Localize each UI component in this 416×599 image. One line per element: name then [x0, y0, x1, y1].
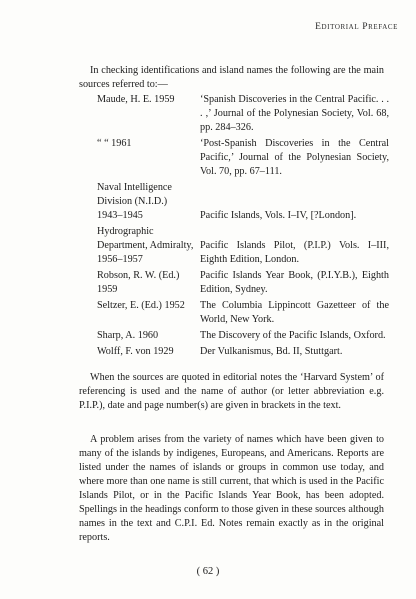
source-reference: Pacific Islands Pilot, (P.I.P.) Vols. I–III, Eighth Edition, London.	[200, 240, 389, 265]
source-entry	[97, 299, 389, 327]
source-reference: The Discovery of the Pacific Islands, Oxford.	[200, 330, 386, 341]
source-author: Seltzer, E. (Ed.) 1952	[97, 300, 185, 311]
source-author: Wolff, F. von 1929	[97, 346, 174, 357]
source-reference: ‘Spanish Discoveries in the Central Pacific. . . . ,’ Journal of the Polynesian Society, Vol. 68, pp. 284–326.	[200, 94, 389, 133]
running-head: Editorial Preface	[315, 22, 398, 32]
source-entry	[97, 137, 389, 179]
intro-paragraph: In checking identifications and island names the following are the main sources referred to:—	[79, 65, 384, 90]
source-author: “ “ 1961	[97, 138, 132, 149]
island-names-paragraph: A problem arises from the variety of names which have been given to many of the islands by indigenes, Europeans, and Americans. Reports are listed under the names of islands or groups in common use today, and where more than one name is still current, that which is used in the Pacific Islands Pilot, or in the Pacific Islands Year Book, has been adopted. Spellings in the headings conform to those given in these sources although names in the text and C.P.I. Ed. Notes remain exactly as in the original reports.	[79, 434, 384, 543]
source-reference: Der Vulkanismus, Bd. II, Stuttgart.	[200, 346, 343, 357]
source-author: Naval Intelligence Division (N.I.D.) 1943–1945	[97, 182, 172, 221]
source-entry	[97, 329, 389, 343]
source-author: Hydrographic Department, Admiralty, 1956–1957	[97, 226, 194, 265]
source-reference: The Columbia Lippincott Gazetteer of the World, New York.	[200, 300, 389, 325]
source-entry	[97, 181, 389, 223]
source-entry	[97, 345, 389, 359]
source-author: Sharp, A. 1960	[97, 330, 159, 341]
source-reference: Pacific Islands Year Book, (P.I.Y.B.), Eighth Edition, Sydney.	[200, 270, 389, 295]
source-author: Maude, H. E. 1959	[97, 94, 175, 105]
source-author: Robson, R. W. (Ed.) 1959	[97, 270, 180, 295]
source-entry	[97, 93, 389, 135]
source-reference: ‘Post-Spanish Discoveries in the Central Pacific,’ Journal of the Polynesian Society, Vol. 70, pp. 67–111.	[200, 138, 389, 177]
sources-paragraph: When the sources are quoted in editorial notes the ‘Harvard System’ of referencing is used and the name of author (or letter abbreviation e.g. P.I.P.), date and page number(s) are given in brackets in the text.	[79, 372, 384, 411]
source-reference: Pacific Islands, Vols. I–IV, [?London].	[200, 210, 357, 221]
source-entry	[97, 225, 389, 267]
source-entry	[97, 269, 389, 297]
sources-list	[97, 93, 389, 361]
page-number: ( 62 )	[196, 566, 220, 577]
